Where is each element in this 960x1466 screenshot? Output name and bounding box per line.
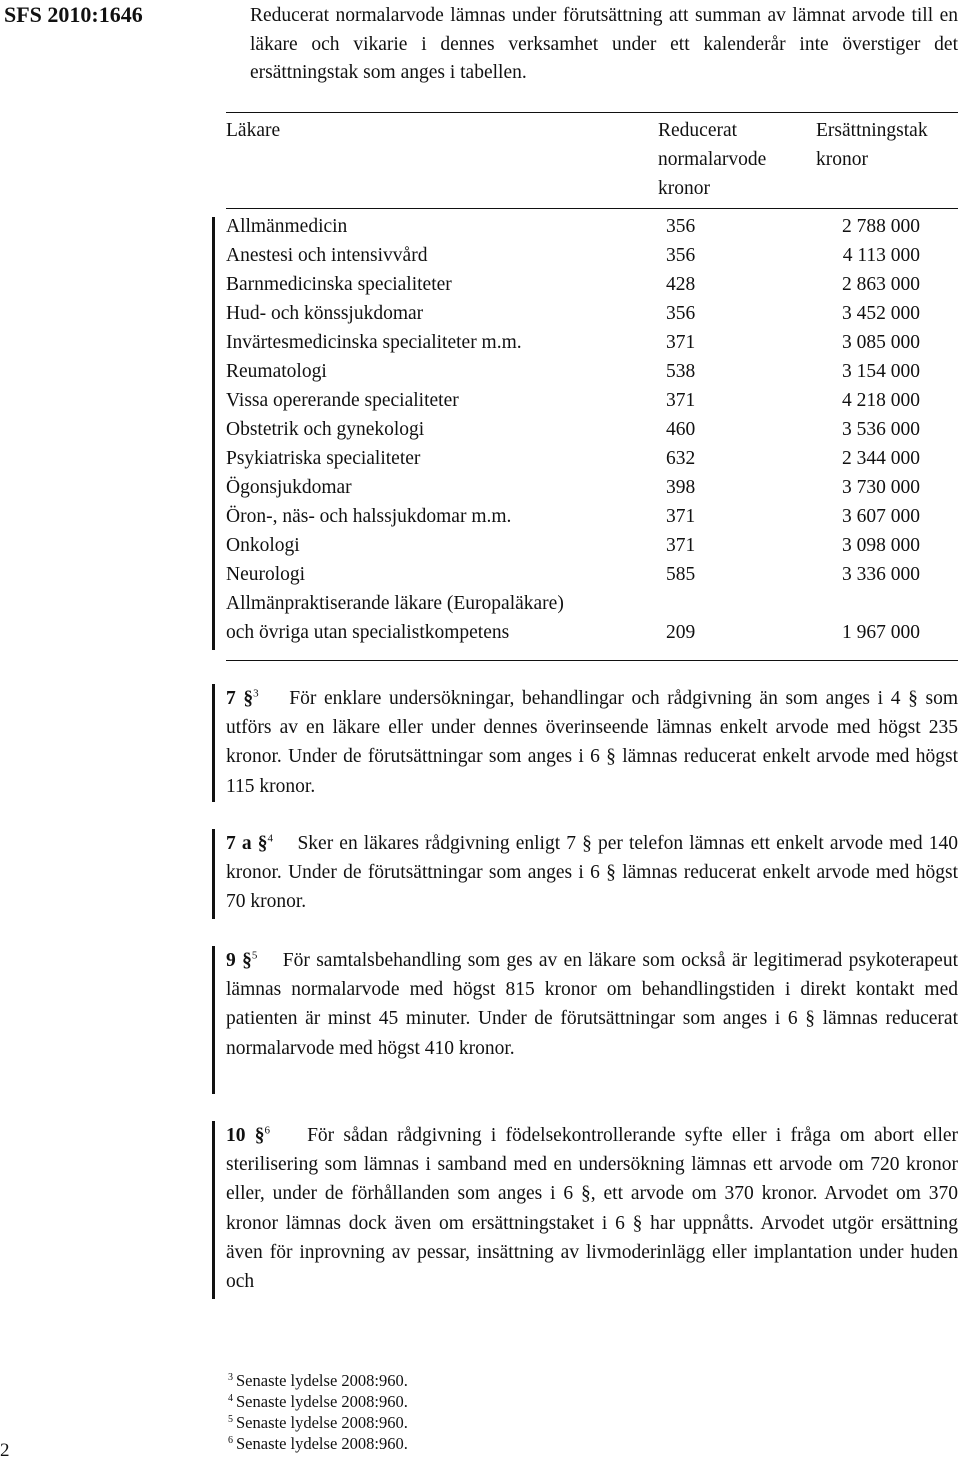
change-bar-10 bbox=[212, 1121, 215, 1299]
row-ceiling: 3 336 000 bbox=[842, 564, 920, 585]
table-body bbox=[226, 212, 958, 647]
footnotes bbox=[228, 1370, 408, 1454]
row-reduced-fee: 356 bbox=[666, 245, 696, 266]
row-ceiling: 4 218 000 bbox=[842, 390, 920, 411]
table-row bbox=[226, 473, 958, 502]
footnote-number: 3 bbox=[228, 1371, 233, 1383]
row-ceiling: 3 452 000 bbox=[842, 303, 920, 324]
page-number: 2 bbox=[0, 1440, 10, 1461]
header-lakare: Läkare bbox=[226, 120, 281, 141]
row-reduced-fee: 356 bbox=[666, 216, 696, 237]
table-row bbox=[226, 328, 958, 357]
row-ceiling: 2 863 000 bbox=[842, 274, 920, 295]
row-reduced-fee: 585 bbox=[666, 564, 696, 585]
row-reduced-fee: 460 bbox=[666, 419, 696, 440]
row-specialty: Reumatologi bbox=[226, 361, 327, 382]
row-specialty: Anestesi och intensivvård bbox=[226, 245, 428, 266]
intro-text: Reducerat normalarvode lämnas under förutsättning att summan av lämnat arvode till en läkare och vikarie i dennes verksamhet under ett kalenderår inte överstiger det ersättningstak som anges i tabellen. bbox=[250, 5, 958, 83]
change-bar-9 bbox=[212, 946, 215, 1094]
table-row bbox=[226, 270, 958, 299]
row-specialty: Invärtesmedicinska specialiteter m.m. bbox=[226, 332, 522, 353]
table-row-last bbox=[226, 589, 958, 647]
row-specialty-line-2: och övriga utan specialistkompetens bbox=[226, 622, 510, 643]
header-ersattningstak-line-2: kronor bbox=[816, 149, 868, 170]
sfs-number: SFS 2010:1646 bbox=[4, 2, 143, 27]
header-reducerat-line-2: normalarvode bbox=[658, 149, 767, 170]
footnote bbox=[228, 1433, 408, 1454]
table-row bbox=[226, 531, 958, 560]
row-reduced-fee: 632 bbox=[666, 448, 696, 469]
header-ersattningstak-line-1: Ersättningstak bbox=[816, 120, 928, 141]
section-7a-number: 7 a § bbox=[226, 833, 268, 854]
row-specialty-line-1: Allmänpraktiserande läkare (Europaläkare) bbox=[226, 593, 564, 614]
section-7 bbox=[226, 684, 958, 801]
row-reduced-fee: 371 bbox=[666, 390, 696, 411]
row-ceiling: 3 154 000 bbox=[842, 361, 920, 382]
row-reduced-fee: 371 bbox=[666, 506, 696, 527]
footnote-text: Senaste lydelse 2008:960. bbox=[236, 1434, 408, 1453]
row-specialty: Hud- och könssjukdomar bbox=[226, 303, 424, 324]
row-reduced-fee: 538 bbox=[666, 361, 696, 382]
footnote-number: 6 bbox=[228, 1434, 233, 1446]
row-specialty: Allmänmedicin bbox=[226, 216, 348, 237]
change-bar-7a bbox=[212, 829, 215, 919]
table-row bbox=[226, 212, 958, 241]
table-row bbox=[226, 560, 958, 589]
section-7-number: 7 § bbox=[226, 688, 254, 709]
footnote-number: 5 bbox=[228, 1413, 233, 1425]
row-ceiling: 3 607 000 bbox=[842, 506, 920, 527]
section-9 bbox=[226, 946, 958, 1063]
row-reduced-fee: 371 bbox=[666, 332, 696, 353]
section-7a bbox=[226, 829, 958, 917]
row-ceiling: 2 344 000 bbox=[842, 448, 920, 469]
row-specialty: Obstetrik och gynekologi bbox=[226, 419, 425, 440]
section-7-text: För enklare undersökningar, behandlingar och rådgivning än som anges i 4 § som utförs av en läkare eller under dennes överinseende lämnas enkelt arvode med högst 235 kronor. Under de förutsättningar som anges i 6 § lämnas reducerat enkelt arvode med högst 115 kronor. bbox=[226, 688, 959, 797]
section-7-footnote-ref: 3 bbox=[253, 687, 259, 700]
row-reduced-fee: 398 bbox=[666, 477, 696, 498]
row-specialty: Onkologi bbox=[226, 535, 300, 556]
footnote-number: 4 bbox=[228, 1392, 233, 1404]
footnote bbox=[228, 1391, 408, 1412]
section-9-number: 9 § bbox=[226, 950, 252, 971]
row-ceiling: 3 536 000 bbox=[842, 419, 920, 440]
footnote bbox=[228, 1412, 408, 1433]
header-reducerat bbox=[658, 116, 808, 203]
section-7a-footnote-ref: 4 bbox=[267, 832, 273, 845]
row-reduced-fee: 209 bbox=[666, 622, 696, 643]
table-row bbox=[226, 241, 958, 270]
row-reduced-fee: 371 bbox=[666, 535, 696, 556]
footnote-text: Senaste lydelse 2008:960. bbox=[236, 1392, 408, 1411]
section-10 bbox=[226, 1121, 958, 1296]
row-ceiling: 1 967 000 bbox=[842, 622, 920, 643]
table-row bbox=[226, 386, 958, 415]
section-10-number: 10 § bbox=[226, 1125, 265, 1146]
table-row bbox=[226, 299, 958, 328]
footnote bbox=[228, 1370, 408, 1391]
footnote-text: Senaste lydelse 2008:960. bbox=[236, 1413, 408, 1432]
change-bar-table bbox=[212, 217, 215, 650]
row-specialty: Ögonsjukdomar bbox=[226, 477, 352, 498]
section-9-text: För samtalsbehandling som ges av en läkare som också är legitimerad psykoterapeut lämnas normalarvode med högst 815 kronor om behandlingstiden i direkt kontakt med patienten är minst 45 minuter. Under de förutsättningar som anges i 6 § lämnas reducerat normalarvode med högst 410 kronor. bbox=[226, 950, 959, 1059]
row-specialty bbox=[226, 589, 564, 647]
row-specialty: Öron-, näs- och halssjukdomar m.m. bbox=[226, 506, 512, 527]
footnote-text: Senaste lydelse 2008:960. bbox=[236, 1371, 408, 1390]
table-row bbox=[226, 357, 958, 386]
row-specialty: Vissa opererande specialiteter bbox=[226, 390, 459, 411]
section-10-text: För sådan rådgivning i födelsekontrollerande syfte eller i fråga om abort eller sterilisering som lämnas i samband med en undersökning lämnas ett arvode om 720 kronor eller, under de förhållanden som anges i 6 §, ett arvode om 370 kronor. Arvodet om 370 kronor lämnas dock även om ersättningstaket i 6 § har uppnåtts. Arvodet utgör ersättning även för inprovning av pessar, insättning av livmoderinlägg eller implantation under huden och bbox=[226, 1125, 959, 1293]
row-reduced-fee: 356 bbox=[666, 303, 696, 324]
header-ersattningstak bbox=[816, 116, 960, 174]
header-reducerat-line-1: Reducerat bbox=[658, 120, 738, 141]
intro-paragraph bbox=[250, 2, 958, 88]
row-specialty: Psykiatriska specialiteter bbox=[226, 448, 421, 469]
section-7a-text: Sker en läkares rådgivning enligt 7 § per telefon lämnas ett enkelt arvode med 140 kronor. Under de förutsättningar som anges i 6 § lämnas reducerat enkelt arvode med högst 70 kronor. bbox=[226, 833, 959, 913]
row-specialty: Neurologi bbox=[226, 564, 306, 585]
change-bar-7 bbox=[212, 684, 215, 802]
row-ceiling: 3 730 000 bbox=[842, 477, 920, 498]
table-top-rule bbox=[226, 112, 958, 113]
section-10-footnote-ref: 6 bbox=[264, 1124, 271, 1137]
row-specialty: Barnmedicinska specialiteter bbox=[226, 274, 452, 295]
table-row bbox=[226, 444, 958, 473]
table-bottom-rule bbox=[226, 660, 958, 661]
row-ceiling: 3 085 000 bbox=[842, 332, 920, 353]
table-row bbox=[226, 415, 958, 444]
section-9-footnote-ref: 5 bbox=[251, 949, 258, 962]
table-header-rule bbox=[226, 208, 958, 209]
table-row bbox=[226, 502, 958, 531]
row-ceiling: 3 098 000 bbox=[842, 535, 920, 556]
row-ceiling: 4 113 000 bbox=[842, 245, 920, 266]
row-reduced-fee: 428 bbox=[666, 274, 696, 295]
header-reducerat-line-3: kronor bbox=[658, 178, 710, 199]
row-ceiling: 2 788 000 bbox=[842, 216, 920, 237]
